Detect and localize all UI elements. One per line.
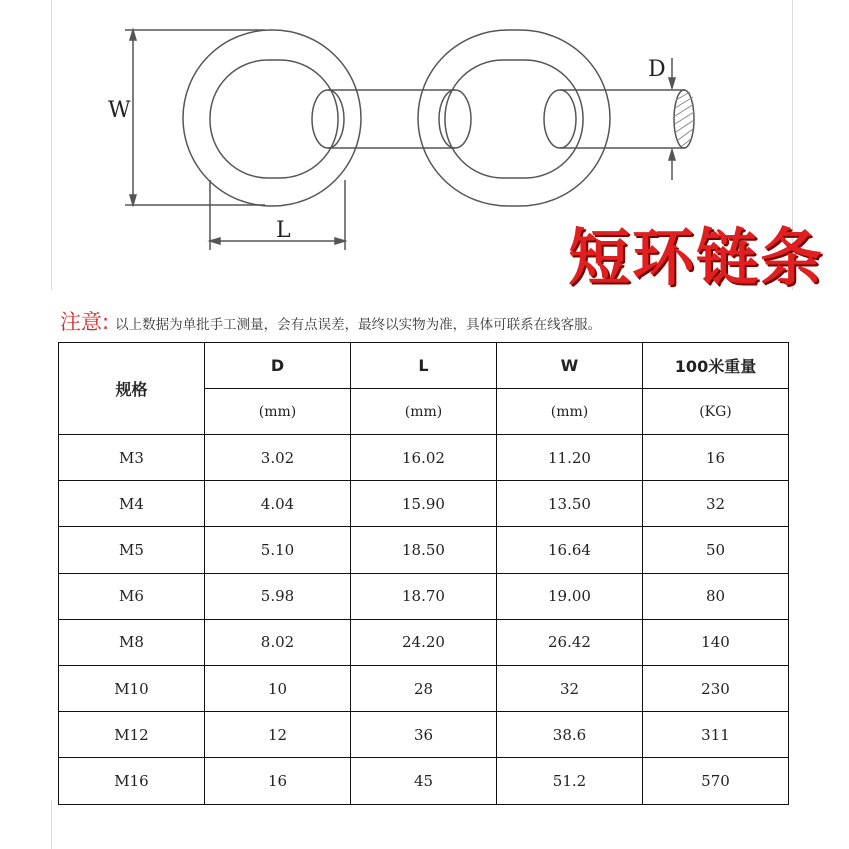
cell-spec: M8: [59, 619, 205, 665]
cell-w: 16.64: [497, 527, 643, 573]
cell-w: 19.00: [497, 573, 643, 619]
header-d: D: [205, 343, 351, 389]
cell-weight: 230: [643, 665, 789, 711]
w-arrow-bottom: [130, 195, 136, 205]
unit-weight: (KG): [643, 389, 789, 435]
header-l: L: [351, 343, 497, 389]
chain-diagram: [0, 0, 849, 294]
header-row: [59, 343, 789, 389]
table-row: [59, 573, 789, 619]
cell-d: 10: [205, 665, 351, 711]
w-dimension-label: W: [108, 98, 131, 123]
cell-spec: M4: [59, 481, 205, 527]
link3-outer: [418, 30, 610, 206]
frame-line-bottom-left: [51, 800, 52, 849]
link2-right-end: [439, 90, 471, 148]
notice-label: 注意:: [60, 310, 110, 334]
link2-left-end: [312, 90, 344, 148]
cell-weight: 570: [643, 758, 789, 804]
cell-l: 45: [351, 758, 497, 804]
cell-spec: M16: [59, 758, 205, 804]
cell-l: 18.50: [351, 527, 497, 573]
link1-inner: [210, 60, 338, 178]
link3-inner: [445, 60, 583, 178]
cell-l: 28: [351, 665, 497, 711]
cell-weight: 32: [643, 481, 789, 527]
d-arrow-top: [669, 78, 675, 88]
header-w: W: [497, 343, 643, 389]
cell-spec: M12: [59, 712, 205, 758]
table-row: [59, 435, 789, 481]
table-row: [59, 527, 789, 573]
cell-l: 18.70: [351, 573, 497, 619]
cell-weight: 16: [643, 435, 789, 481]
header-spec: 规格: [59, 343, 205, 435]
table-row: [59, 665, 789, 711]
cell-d: 12: [205, 712, 351, 758]
cell-spec: M3: [59, 435, 205, 481]
cell-d: 5.10: [205, 527, 351, 573]
cell-l: 15.90: [351, 481, 497, 527]
cell-weight: 140: [643, 619, 789, 665]
cell-weight: 311: [643, 712, 789, 758]
cell-d: 3.02: [205, 435, 351, 481]
cell-l: 24.20: [351, 619, 497, 665]
cell-d: 16: [205, 758, 351, 804]
cell-weight: 80: [643, 573, 789, 619]
cell-l: 16.02: [351, 435, 497, 481]
product-title: 短环链条: [568, 221, 825, 294]
unit-d: (mm): [205, 389, 351, 435]
unit-l: (mm): [351, 389, 497, 435]
cell-l: 36: [351, 712, 497, 758]
cell-w: 26.42: [497, 619, 643, 665]
cell-w: 32: [497, 665, 643, 711]
unit-w: (mm): [497, 389, 643, 435]
header-weight: 100米重量: [643, 343, 789, 389]
l-arrow-right: [335, 238, 345, 244]
cell-spec: M5: [59, 527, 205, 573]
cell-d: 8.02: [205, 619, 351, 665]
l-arrow-left: [210, 238, 220, 244]
table-row: [59, 481, 789, 527]
cell-spec: M10: [59, 665, 205, 711]
cell-d: 4.04: [205, 481, 351, 527]
l-dimension-label: L: [276, 218, 291, 243]
w-arrow-top: [130, 30, 136, 40]
spec-table: [58, 342, 789, 805]
notice: [60, 306, 601, 334]
table-row: [59, 712, 789, 758]
table-row: [59, 758, 789, 804]
link4-left-end: [544, 90, 576, 148]
cell-spec: M6: [59, 573, 205, 619]
cell-w: 13.50: [497, 481, 643, 527]
d-arrow-bottom: [669, 150, 675, 160]
cell-w: 11.20: [497, 435, 643, 481]
cell-d: 5.98: [205, 573, 351, 619]
table-row: [59, 619, 789, 665]
d-dimension-label: D: [648, 57, 666, 82]
cell-w: 51.2: [497, 758, 643, 804]
notice-text: 以上数据为单批手工测量，会有点误差，最终以实物为准，具体可联系在线客服。: [115, 317, 602, 333]
cell-w: 38.6: [497, 712, 643, 758]
cell-weight: 50: [643, 527, 789, 573]
